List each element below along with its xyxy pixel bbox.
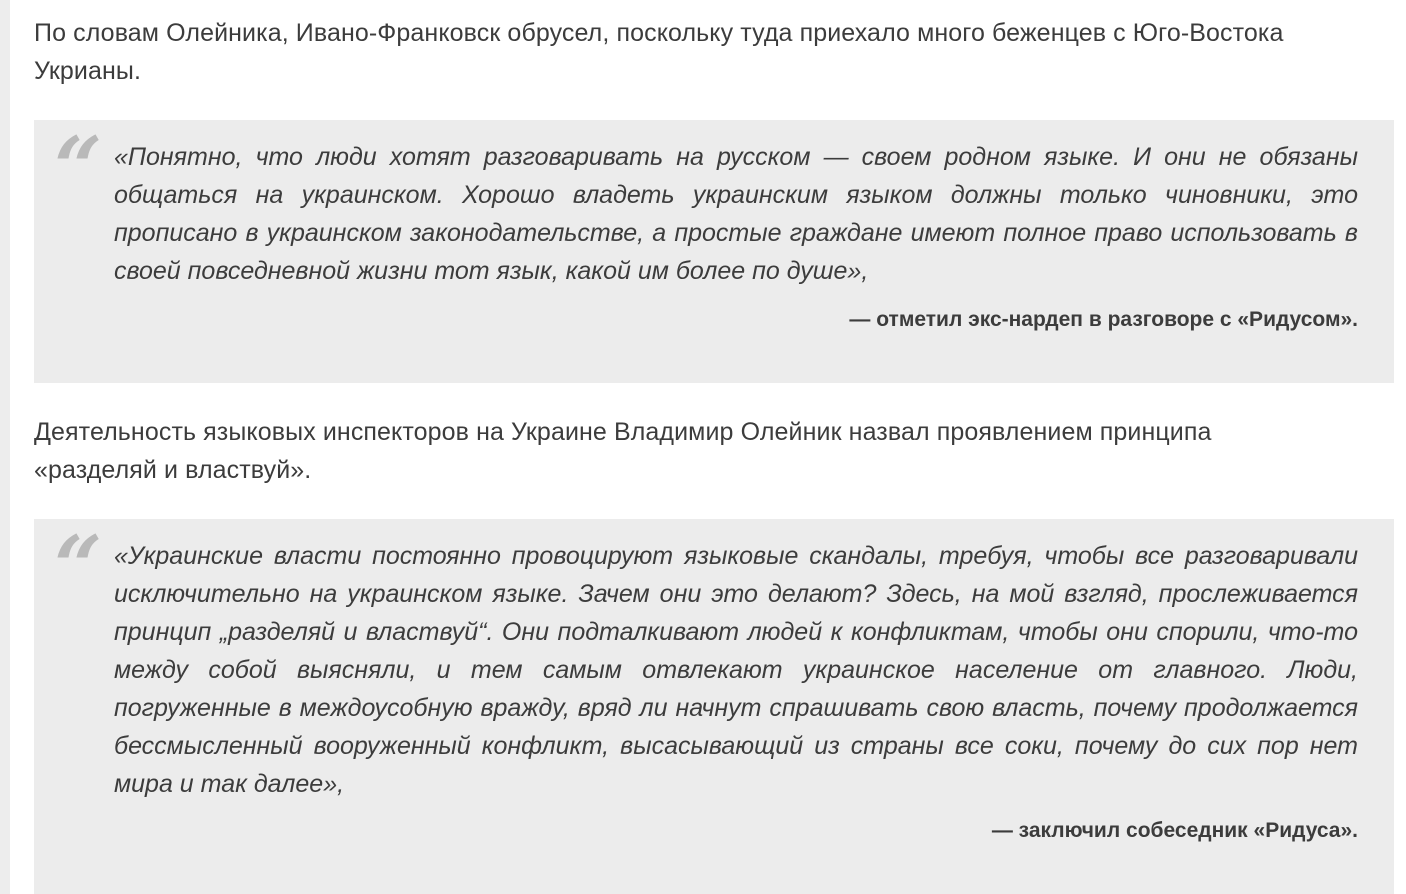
quote-text: «Украинские власти постоянно провоцируют языковые скандалы, требуя, чтобы все разговаривали исключительно на украинском языке. Зачем они это делают? Здесь, на мой взгляд, прослеживается принцип „разделяй и властвуй“. Они подталкивают людей к конфликтам, чтобы они спорили, что-то между собой выясняли, и тем самым отвлекают украинское население от главного. Люди, погруженные в междоусобную вражду, вряд ли начнут спрашивать свою власть, почему продолжается бессмысленный вооруженный конфликт, высасывающий из страны все соки, почему до сих пор нет мира и так далее», — [114, 542, 1358, 798]
quote-mark-icon: “ — [54, 118, 97, 217]
quote-text: «Понятно, что люди хотят разговаривать на русском — своем родном языке. И они не обязаны общаться на украинском. Хорошо владеть украинским языком должны только чиновники, это прописано в украинском законодательстве, а простые граждане имеют полное право использовать в своей повседневной жизни тот язык, какой им более по душе», — [114, 143, 1358, 285]
left-sidebar-strip — [0, 0, 10, 894]
quote-attribution: — отметил экс-нардеп в разговоре с «Ридусом». — [849, 308, 1358, 331]
blockquote — [34, 519, 1394, 894]
quote-mark-icon: “ — [54, 517, 97, 616]
article-paragraph: Деятельность языковых инспекторов на Украине Владимир Олейник назвал проявлением принципа «разделяй и властвуй». — [34, 418, 1212, 484]
article-paragraph: По словам Олейника, Ивано-Франковск обрусел, поскольку туда приехало много беженцев с Юго-Востока Укрианы. — [34, 19, 1284, 85]
blockquote — [34, 120, 1394, 383]
quote-attribution: — заключил собеседник «Ридуса». — [991, 819, 1358, 842]
